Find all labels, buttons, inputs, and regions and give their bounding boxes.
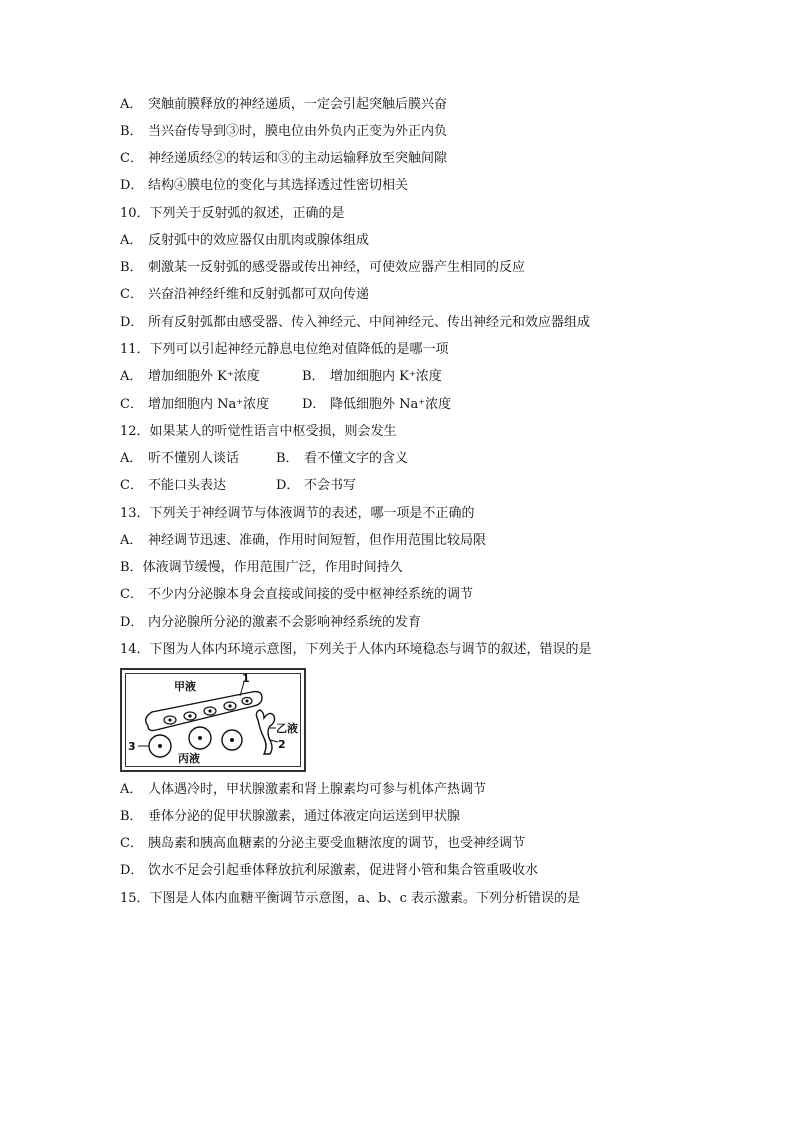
option-text: 降低细胞外 Na⁺浓度 [330,397,452,412]
option-label: D． [276,478,300,493]
option-text: 听不懂别人谈话 [148,451,240,466]
q12-options-row-1 [120,450,409,468]
q11-option-b [302,368,442,386]
q10-option-c [120,286,369,304]
q14-option-b [120,808,460,826]
q14-option-c [120,835,525,853]
option-label: B． [120,809,143,824]
option-text: 神经递质经②的转运和③的主动运输释放至突触间隙 [148,151,448,166]
option-label: B． [120,124,143,139]
option-text: 刺激某一反射弧的感受器或传出神经，可使效应器产生相同的反应 [148,260,526,275]
option-label: B． [120,260,143,275]
option-text: 垂体分泌的促甲状腺激素，通过体液定向运送到甲状腺 [148,809,461,824]
option-text: 饮水不足会引起垂体释放抗利尿激素，促进肾小管和集合管重吸收水 [148,863,539,878]
label-num-3: 3 [128,740,136,753]
option-label: D． [120,315,144,330]
label-yi-liquid: 乙液 [276,722,298,735]
option-text: 突触前膜释放的神经递质，一定会引起突触后膜兴奋 [148,97,448,112]
label-num-2: 2 [278,738,286,751]
q14-stem: 14．下图为人体内环境示意图，下列关于人体内环境稳态与调节的叙述，错误的是 [120,642,592,657]
option-text: 不能口头表达 [148,478,227,493]
q12-stem: 12．如果某人的听觉性语言中枢受损，则会发生 [120,424,397,439]
option-text: 胰岛素和胰高血糖素的分泌主要受血糖浓度的调节，也受神经调节 [148,836,526,851]
lymphatic-vessel [256,710,274,754]
option-label: C． [120,478,143,493]
option-text: 反射弧中的效应器仅由肌肉或腺体组成 [148,233,370,248]
option-label: B． [120,560,143,575]
option-text: 体液调节缓慢，作用范围广泛，作用时间持久 [142,560,403,575]
label-bing-liquid: 丙液 [178,752,200,765]
q15-stem: 15．下图是人体内血糖平衡调节示意图，a、b、c 表示激素。下列分析错误的是 [120,891,581,906]
q12-option-d [276,477,356,495]
option-text: 增加细胞外 K⁺浓度 [148,369,260,384]
option-label: A． [120,233,143,248]
option-label: C． [120,836,143,851]
option-label: A． [120,533,143,548]
option-text: 增加细胞内 K⁺浓度 [330,369,442,384]
label-jia-liquid: 甲液 [174,680,196,693]
q11-stem: 11．下列可以引起神经元静息电位绝对值降低的是哪一项 [120,342,449,357]
option-text: 当兴奋传导到③时，膜电位由外负内正变为外正内负 [148,124,448,139]
option-label: A． [120,451,143,466]
option-label: D． [302,397,326,412]
option-label: B． [302,369,325,384]
option-text: 人体遇冷时，甲状腺激素和肾上腺素均可参与机体产热调节 [148,782,487,797]
option-text: 神经调节迅速、准确，作用时间短暂，但作用范围比较局限 [148,533,487,548]
internal-environment-diagram [120,668,306,772]
option-label: D． [120,615,144,630]
q13-option-a [120,532,486,550]
q9-option-b [120,123,447,141]
option-label: C． [120,151,143,166]
q14-option-d [120,862,538,880]
q13-option-d [120,614,421,632]
option-text: 增加细胞内 Na⁺浓度 [148,397,270,412]
option-text: 兴奋沿神经纤维和反射弧都可双向传递 [148,287,370,302]
option-text: 看不懂文字的含义 [304,451,409,466]
q13-option-b [120,559,403,577]
option-label: C． [120,587,143,602]
q11-options-row-1 [120,368,442,386]
q13-stem: 13．下列关于神经调节与体液调节的表述，哪一项是不正确的 [120,506,475,521]
label-num-1: 1 [242,672,250,685]
q13-option-c [120,586,473,604]
q9-option-a [120,96,447,114]
option-label: D． [120,863,144,878]
option-label: D． [120,178,144,193]
option-label: A． [120,97,143,112]
q10-option-a [120,232,369,250]
q10-option-b [120,259,525,277]
option-text: 不少内分泌腺本身会直接或间接的受中枢神经系统的调节 [148,587,474,602]
q12-options-row-2 [120,477,357,495]
q9-option-d [120,177,408,195]
option-label: A． [120,369,143,384]
option-text: 内分泌腺所分泌的激素不会影响神经系统的发育 [148,615,422,630]
q9-option-c [120,150,447,168]
option-label: B． [276,451,299,466]
option-label: C． [120,397,143,412]
q14-option-a [120,781,486,799]
q11-options-row-2 [120,396,452,414]
option-label: C． [120,287,143,302]
q12-option-b [276,450,408,468]
q10-option-d [120,314,590,332]
internal-environment-figure [120,668,306,772]
capillary-tube [146,692,262,731]
q10-stem: 10．下列关于反射弧的叙述，正确的是 [120,206,345,221]
option-text: 所有反射弧都由感受器、传入神经元、中间神经元、传出神经元和效应器组成 [148,315,591,330]
option-text: 不会书写 [304,478,357,493]
option-label: A． [120,782,143,797]
q11-option-d [302,396,451,414]
option-text: 结构④膜电位的变化与其选择透过性密切相关 [148,178,409,193]
